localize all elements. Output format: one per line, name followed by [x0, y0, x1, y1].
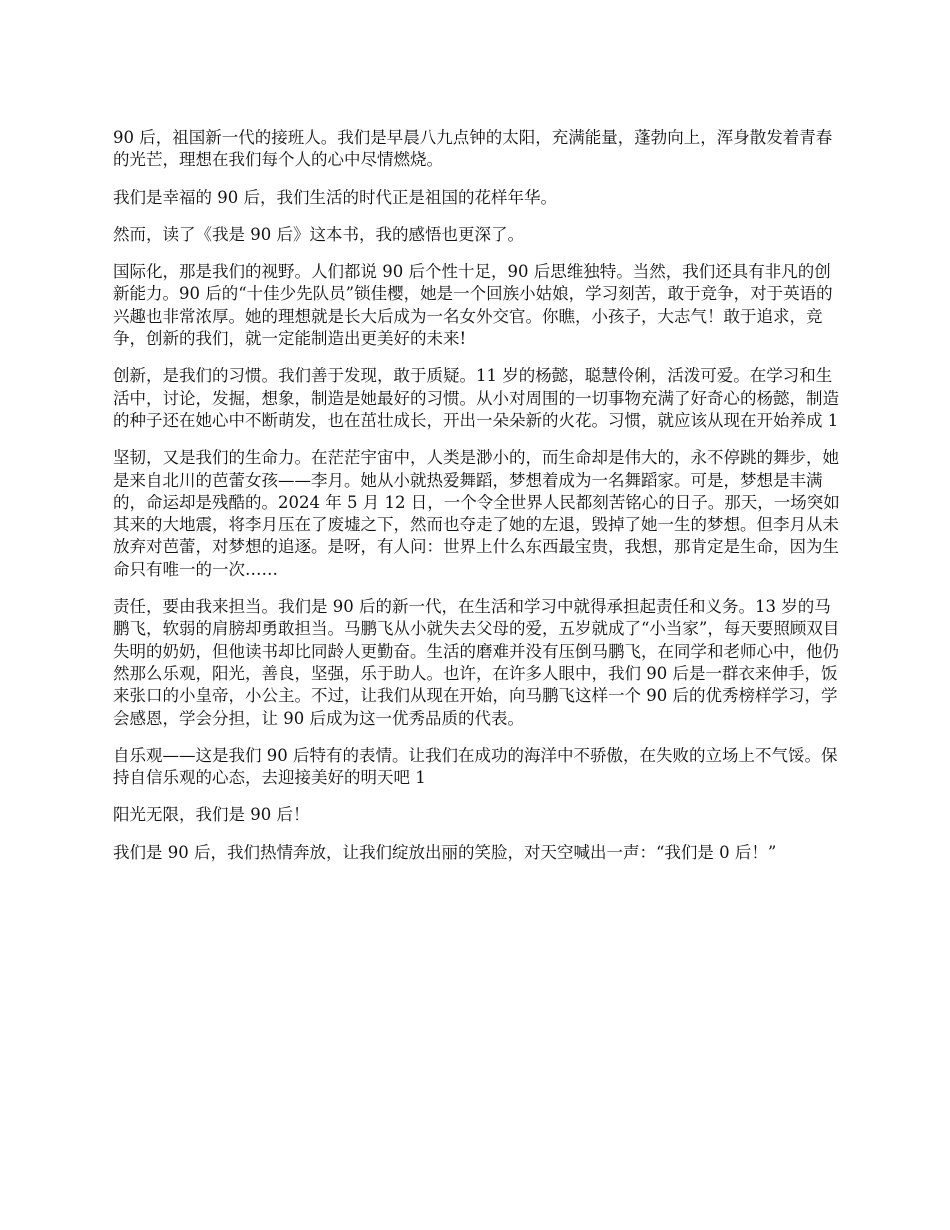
paragraph-5: 创新，是我们的习惯。我们善于发现，敢于质疑。11 岁的杨懿，聪慧伶俐，活泼可爱。在学习和生活中，讨论，发掘，想象，制造是她最好的习惯。从小对周围的一切事物充满了好奇心的杨懿，制造的种子还在她心中不断萌发，也在茁壮成长，开出一朵朵新的火花。习惯，就应该从现在开始养成 1	[113, 366, 839, 430]
paragraph-6: 坚韧，又是我们的生命力。在茫茫宇宙中，人类是渺小的，而生命却是伟大的，永不停跳的舞步，她是来自北川的芭蕾女孩——李月。她从小就热爱舞蹈，梦想着成为一名舞蹈家。可是，梦想是丰满的，命运却是残酷的。2024 年 5 月 12 日，一个令全世界人民都刻苦铭心的日子。那天，一场突如其来的大地震，将李月压在了废墟之下，然而也夺走了她的左退，毁掉了她一生的梦想。但李月从未放弃对芭蕾，对梦想的追逐。是呀，有人问：世界上什么东西最宝贵，我想，那肯定是生命，因为生命只有唯一的一次……	[113, 448, 840, 579]
paragraph-8: 自乐观——这是我们 90 后特有的表情。让我们在成功的海洋中不骄傲，在失败的立场上不气馁。保持自信乐观的心态，去迎接美好的明天吧 1	[113, 745, 838, 788]
paragraph-9: 阳光无限，我们是 90 后！	[113, 805, 310, 825]
paragraph-1: 90 后，祖国新一代的接班人。我们是早晨八九点钟的太阳，充满能量，蓬勃向上，浑身散发着青春的光芒，理想在我们每个人的心中尽情燃烧。	[113, 128, 833, 170]
document-body	[113, 127, 841, 879]
paragraph-10: 我们是 90 后，我们热情奔放，让我们绽放出丽的笑脸，对天空喊出一声：“我们是 0 后！”	[113, 842, 777, 862]
paragraph-3: 然而，读了《我是 90 后》这本书，我的感悟也更深了。	[113, 224, 524, 244]
paragraph-7: 责任，要由我来担当。我们是 90 后的新一代，在生活和学习中就得承担起责任和义务。13 岁的马鹏飞，软弱的肩膀却勇敢担当。马鹏飞从小就失去父母的爱，五岁就成了“小当家”，每天要照顾双目失明的奶奶，但他读书却比同龄人更勤奋。生活的磨难并没有压倒马鹏飞，在同学和老师心中，他仍然那么乐观，阳光，善良，坚强，乐于助人。也许，在许多人眼中，我们 90 后是一群衣来伸手，饭来张口的小皇帝，小公主。不过，让我们从现在开始，向马鹏飞这样一个 90 后的优秀榜样学习，学会感恩，学会分担，让 90 后成为这一优秀品质的代表。	[113, 597, 840, 728]
paragraph-4: 国际化，那是我们的视野。人们都说 90 后个性十足，90 后思维独特。当然，我们还具有非凡的创新能力。90 后的“十佳少先队员”锁佳樱，她是一个回族小姑娘，学习刻苦，敢于竞争，对于英语的兴趣也非常浓厚。她的理想就是长大后成为一名女外交官。你瞧，小孩子，大志气！敢于追求，竞争，创新的我们，就一定能制造出更美好的未来!	[113, 262, 833, 349]
paragraph-2: 我们是幸福的 90 后，我们生活的时代正是祖国的花样年华。	[113, 187, 557, 207]
